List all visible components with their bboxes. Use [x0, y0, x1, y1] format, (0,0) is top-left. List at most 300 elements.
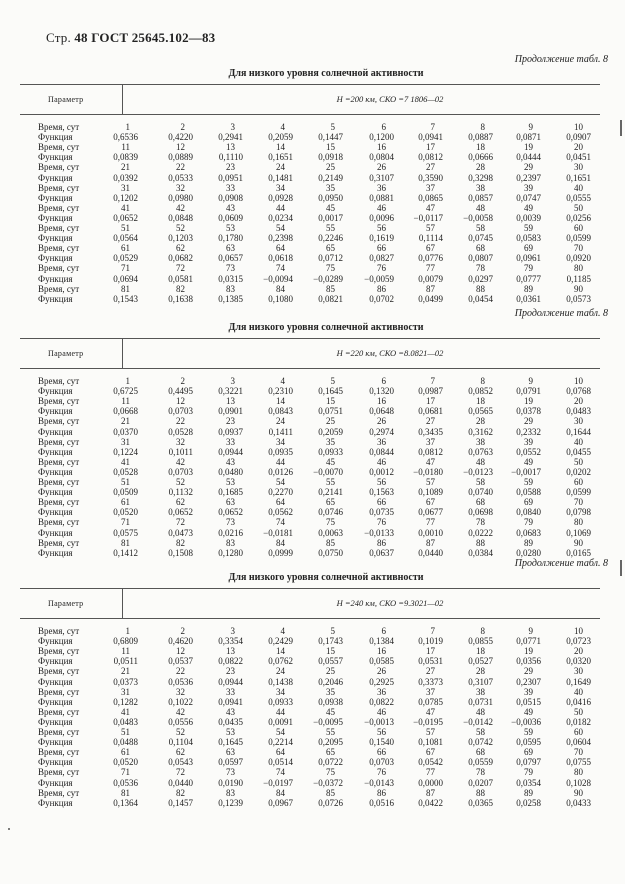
table-cell: 0,0514 — [268, 757, 293, 768]
table-cell: 10 — [574, 376, 583, 386]
table-cell: 71 — [121, 263, 130, 274]
table-cell: 0,2941 — [218, 132, 243, 143]
table-cell: 0,1563 — [369, 487, 394, 498]
table-subtitle: Для низкого уровня солнечной активности — [228, 68, 424, 79]
table-cell: 30 — [574, 416, 583, 427]
table-cell: −0,0095 — [313, 716, 343, 727]
table-cell: 88 — [476, 537, 485, 548]
table-cell: 53 — [226, 727, 235, 737]
table-cell: 0,0950 — [318, 192, 343, 203]
table-cell: 0,1080 — [268, 293, 293, 304]
table-cell: 0,3221 — [218, 386, 243, 397]
table-cell: 60 — [574, 477, 583, 487]
table-cell: 35 — [326, 182, 335, 193]
row-label: Время, сут — [38, 436, 80, 447]
table-cell: 86 — [377, 283, 386, 294]
table-cell: 52 — [176, 223, 185, 233]
table-cell: 0,0652 — [113, 212, 138, 223]
table-cell: 28 — [476, 666, 485, 677]
table-cell: 0,0392 — [113, 172, 138, 183]
table-cell: 0,0812 — [418, 446, 443, 457]
continuation-note: Продолжение табл. 8 — [514, 308, 608, 319]
header-column-divider — [122, 84, 123, 114]
row-label: Функция — [38, 172, 73, 183]
table-cell: 61 — [121, 497, 130, 508]
table-cell: 84 — [276, 537, 285, 548]
row-label: Время, сут — [38, 497, 80, 508]
table-cell: 0,0096 — [369, 212, 394, 223]
table-cell: 78 — [476, 263, 485, 274]
time-row — [38, 627, 598, 636]
table-cell: 0,0599 — [566, 233, 591, 244]
table-cell: 0,1280 — [218, 547, 243, 558]
table-cell: 0,0207 — [468, 777, 493, 788]
table-cell: 0,0933 — [268, 696, 293, 707]
table-cell: 65 — [326, 747, 335, 758]
table-cell: 0,0677 — [418, 507, 443, 518]
function-row — [38, 549, 598, 558]
table-cell: 74 — [276, 517, 285, 528]
table-cell: 0,2149 — [318, 172, 343, 183]
function-row — [38, 428, 598, 437]
table-cell: 3 — [230, 122, 235, 132]
table-cell: 0,4620 — [168, 636, 193, 647]
table-cell: 0,0907 — [566, 132, 591, 143]
table-cell: 33 — [226, 436, 235, 447]
table-cell: 0,0370 — [113, 426, 138, 437]
table-cell: 0,0222 — [468, 527, 493, 538]
row-label: Время, сут — [38, 517, 80, 528]
table-cell: 0,0435 — [218, 716, 243, 727]
table-cell: 0,0652 — [168, 507, 193, 518]
table-cell: 0,2307 — [516, 676, 541, 687]
table-cell: 64 — [276, 497, 285, 508]
table-cell: −0,0181 — [263, 527, 293, 538]
table-cell: 45 — [326, 456, 335, 467]
table-cell: 80 — [574, 263, 583, 274]
table-cell: 50 — [574, 706, 583, 717]
altitude-condition-header: H =220 км, СКО =8.0821—02 — [336, 348, 444, 358]
table-cell: 0,0742 — [468, 737, 493, 748]
table-cell: 6 — [381, 626, 386, 636]
row-label: Время, сут — [38, 686, 80, 697]
table-cell: 3 — [230, 626, 235, 636]
table-cell: 0,0935 — [268, 446, 293, 457]
table-cell: 0,0712 — [318, 253, 343, 264]
table-cell: 53 — [226, 223, 235, 233]
table-cell: 0,0798 — [566, 507, 591, 518]
function-row — [38, 407, 598, 416]
row-label: Время, сут — [38, 202, 80, 213]
row-label: Функция — [38, 797, 73, 808]
table-cell: 0,0771 — [516, 636, 541, 647]
table-cell: 76 — [377, 263, 386, 274]
time-row — [38, 163, 598, 172]
table-cell: −0,0180 — [413, 466, 443, 477]
row-label: Функция — [38, 676, 73, 687]
table-cell: 0,0855 — [468, 636, 493, 647]
table-cell: 84 — [276, 787, 285, 798]
table-cell: 0,0657 — [218, 253, 243, 264]
table-cell: 75 — [326, 517, 335, 528]
table-cell: 0,0455 — [566, 446, 591, 457]
time-row — [38, 143, 598, 152]
table-cell: 5 — [330, 626, 335, 636]
table-cell: 68 — [476, 747, 485, 758]
time-row — [38, 123, 598, 132]
table-cell: 2 — [180, 626, 185, 636]
table-cell: 73 — [226, 517, 235, 528]
table-cell: 36 — [377, 686, 386, 697]
table-cell: 0,0531 — [418, 656, 443, 667]
table-cell: 14 — [276, 142, 285, 153]
table-cell: 0,0280 — [516, 547, 541, 558]
table-cell: 17 — [426, 396, 435, 407]
table-cell: 0,2925 — [369, 676, 394, 687]
table-cell: 40 — [574, 436, 583, 447]
table-cell: 8 — [480, 122, 485, 132]
table-cell: 74 — [276, 263, 285, 274]
table-top-rule — [20, 84, 600, 85]
table-cell: 22 — [176, 162, 185, 173]
table-cell: 3 — [230, 376, 235, 386]
table-top-rule — [20, 588, 600, 589]
table-cell: 2 — [180, 122, 185, 132]
table-cell: 55 — [326, 223, 335, 233]
table-cell: 0,1081 — [418, 737, 443, 748]
table-cell: 0,0565 — [468, 406, 493, 417]
table-cell: 0,1200 — [369, 132, 394, 143]
table-cell: 0,2214 — [268, 737, 293, 748]
table-cell: 85 — [326, 283, 335, 294]
table-cell: 0,0618 — [268, 253, 293, 264]
row-label: Функция — [38, 152, 73, 163]
table-cell: 0,1114 — [418, 233, 443, 244]
table-cell: −0,0143 — [364, 777, 394, 788]
row-label: Время, сут — [38, 223, 80, 233]
table-cell: 33 — [226, 182, 235, 193]
table-cell: 0,0821 — [318, 293, 343, 304]
table-cell: 0,0822 — [218, 656, 243, 667]
table-cell: 89 — [524, 787, 533, 798]
table-cell: 0,0440 — [168, 777, 193, 788]
table-cell: 26 — [377, 162, 386, 173]
table-cell: 71 — [121, 767, 130, 778]
table-cell: 0,0509 — [113, 487, 138, 498]
row-label: Время, сут — [38, 376, 80, 386]
table-cell: 36 — [377, 436, 386, 447]
function-row — [38, 698, 598, 707]
table-cell: 32 — [176, 436, 185, 447]
continuation-note: Продолжение табл. 8 — [514, 54, 608, 65]
table-cell: 23 — [226, 666, 235, 677]
table-cell: 0,0480 — [218, 466, 243, 477]
table-cell: 27 — [426, 416, 435, 427]
table-cell: 0,0529 — [113, 253, 138, 264]
table-cell: 0,0528 — [113, 466, 138, 477]
table-cell: 87 — [426, 537, 435, 548]
table-cell: 59 — [524, 223, 533, 233]
table-cell: 0,0520 — [113, 507, 138, 518]
table-cell: 0,0297 — [468, 273, 493, 284]
table-cell: 7 — [430, 376, 435, 386]
page-edge-mark — [620, 560, 622, 576]
table-cell: 31 — [121, 436, 130, 447]
table-cell: 0,1651 — [268, 152, 293, 163]
table-cell: −0,0142 — [463, 716, 493, 727]
table-cell: 0,0726 — [318, 797, 343, 808]
table-cell: 0,0315 — [218, 273, 243, 284]
table-cell: 0,0871 — [516, 132, 541, 143]
table-cell: 0,0751 — [318, 406, 343, 417]
table-cell: 0,2332 — [516, 426, 541, 437]
function-row — [38, 657, 598, 666]
table-cell: 5 — [330, 122, 335, 132]
table-cell: −0,0058 — [463, 212, 493, 223]
table-cell: 35 — [326, 436, 335, 447]
table-cell: 17 — [426, 142, 435, 153]
table-cell: 0,0694 — [113, 273, 138, 284]
table-cell: 0,0901 — [218, 406, 243, 417]
table-cell: 0,0597 — [218, 757, 243, 768]
table-cell: 19 — [524, 396, 533, 407]
table-cell: 0,0908 — [218, 192, 243, 203]
table-cell: 0,0637 — [369, 547, 394, 558]
table-cell: 0,0723 — [566, 636, 591, 647]
table-cell: 15 — [326, 646, 335, 657]
table-cell: 57 — [426, 477, 435, 487]
table-cell: 0,0488 — [113, 737, 138, 748]
row-label: Функция — [38, 293, 73, 304]
row-label: Функция — [38, 487, 73, 498]
table-cell: 74 — [276, 767, 285, 778]
table-cell: 45 — [326, 202, 335, 213]
table-cell: 0,3162 — [468, 426, 493, 437]
function-row — [38, 488, 598, 497]
parameter-column-header: Параметр — [48, 95, 84, 104]
table-cell: 0,0776 — [418, 253, 443, 264]
table-cell: 54 — [276, 477, 285, 487]
row-label: Время, сут — [38, 706, 80, 717]
table-cell: 15 — [326, 396, 335, 407]
table-cell: 9 — [528, 376, 533, 386]
table-cell: 0,0416 — [566, 696, 591, 707]
table-cell: 27 — [426, 162, 435, 173]
table-cell: 0,4495 — [168, 386, 193, 397]
table-cell: 0,0091 — [268, 716, 293, 727]
row-label: Функция — [38, 426, 73, 437]
table-cell: 0,0555 — [566, 192, 591, 203]
table-cell: 31 — [121, 686, 130, 697]
table-cell: 0,0722 — [318, 757, 343, 768]
table-cell: 25 — [326, 416, 335, 427]
table-cell: 0,1224 — [113, 446, 138, 457]
table-cell: 1 — [125, 626, 130, 636]
table-cell: 0,0516 — [369, 797, 394, 808]
table-cell: 0,0652 — [218, 507, 243, 518]
row-label: Время, сут — [38, 182, 80, 193]
table-cell: 0,0944 — [218, 446, 243, 457]
function-row — [38, 234, 598, 243]
table-cell: 0,0433 — [566, 797, 591, 808]
table-cell: 0,0777 — [516, 273, 541, 284]
table-cell: 51 — [121, 477, 130, 487]
table-cell: 16 — [377, 142, 386, 153]
table-cell: 0,1644 — [566, 426, 591, 437]
table-cell: 75 — [326, 263, 335, 274]
time-row — [38, 417, 598, 426]
time-row — [38, 667, 598, 676]
table-cell: 51 — [121, 223, 130, 233]
table-cell: 72 — [176, 263, 185, 274]
table-cell: 38 — [476, 686, 485, 697]
table-cell: 11 — [121, 142, 130, 153]
table-cell: 0,0562 — [268, 507, 293, 518]
table-cell: 0,1447 — [318, 132, 343, 143]
function-row — [38, 758, 598, 767]
table-cell: 0,0440 — [418, 547, 443, 558]
table-cell: 0,0840 — [516, 507, 541, 518]
function-row — [38, 275, 598, 284]
table-subtitle: Для низкого уровня солнечной активности — [228, 322, 424, 333]
table-cell: 48 — [476, 202, 485, 213]
time-row — [38, 224, 598, 233]
table-cell: 0,0920 — [566, 253, 591, 264]
table-cell: 0,1202 — [113, 192, 138, 203]
function-row — [38, 295, 598, 304]
row-label: Функция — [38, 386, 73, 397]
table-cell: −0,0094 — [263, 273, 293, 284]
row-label: Функция — [38, 757, 73, 768]
table-header-rule — [20, 368, 600, 369]
time-row — [38, 518, 598, 527]
row-label: Время, сут — [38, 537, 80, 548]
table-cell: 5 — [330, 376, 335, 386]
table-cell: 0,3373 — [418, 676, 443, 687]
table-cell: −0,0289 — [313, 273, 343, 284]
table-cell: 72 — [176, 767, 185, 778]
table-cell: 39 — [524, 686, 533, 697]
table-cell: 19 — [524, 646, 533, 657]
table-cell: 0,4220 — [168, 132, 193, 143]
table-cell: 0,0941 — [218, 696, 243, 707]
row-label: Функция — [38, 233, 73, 244]
table-cell: 0,1508 — [168, 547, 193, 558]
table-cell: 0,0583 — [516, 233, 541, 244]
table-cell: 0,1780 — [218, 233, 243, 244]
table-cell: 78 — [476, 517, 485, 528]
table-cell: 62 — [176, 243, 185, 254]
table-cell: 0,0865 — [418, 192, 443, 203]
table-cell: 65 — [326, 497, 335, 508]
table-cell: 21 — [121, 666, 130, 677]
table-cell: 69 — [524, 243, 533, 254]
row-label: Время, сут — [38, 646, 80, 657]
table-cell: 0,0356 — [516, 656, 541, 667]
table-cell: 46 — [377, 706, 386, 717]
row-label: Время, сут — [38, 767, 80, 778]
row-label: Время, сут — [38, 142, 80, 153]
table-cell: 32 — [176, 686, 185, 697]
row-label: Время, сут — [38, 283, 80, 294]
table-cell: 68 — [476, 243, 485, 254]
table-cell: 67 — [426, 243, 435, 254]
table-cell: 0,0937 — [218, 426, 243, 437]
table-cell: 0,0887 — [468, 132, 493, 143]
table-cell: 20 — [574, 396, 583, 407]
table-cell: 0,0745 — [468, 233, 493, 244]
table-cell: 89 — [524, 537, 533, 548]
table-cell: 0,0536 — [113, 777, 138, 788]
table-cell: 68 — [476, 497, 485, 508]
table-cell: 48 — [476, 706, 485, 717]
table-cell: 58 — [476, 727, 485, 737]
table-cell: 0,0543 — [168, 757, 193, 768]
table-cell: 0,0515 — [516, 696, 541, 707]
row-label: Время, сут — [38, 787, 80, 798]
table-cell: 0,0740 — [468, 487, 493, 498]
table-cell: 0,0451 — [566, 152, 591, 163]
table-cell: 0,2398 — [268, 233, 293, 244]
table-cell: 22 — [176, 416, 185, 427]
table-cell: 63 — [226, 243, 235, 254]
table-cell: 0,0933 — [318, 446, 343, 457]
table-cell: 0,0698 — [468, 507, 493, 518]
table-cell: 84 — [276, 283, 285, 294]
table-cell: 0,2095 — [318, 737, 343, 748]
table-cell: 0,0039 — [516, 212, 541, 223]
table-cell: 0,0473 — [168, 527, 193, 538]
table-cell: 38 — [476, 436, 485, 447]
table-cell: 0,0750 — [318, 547, 343, 558]
table-cell: 0,0755 — [566, 757, 591, 768]
table-cell: 0,0588 — [516, 487, 541, 498]
table-cell: 0,0575 — [113, 527, 138, 538]
table-cell: 85 — [326, 787, 335, 798]
table-cell: 87 — [426, 283, 435, 294]
table-cell: 0,0703 — [168, 406, 193, 417]
table-cell: 44 — [276, 456, 285, 467]
table-cell: 45 — [326, 706, 335, 717]
table-cell: 0,1385 — [218, 293, 243, 304]
table-cell: 40 — [574, 686, 583, 697]
function-row — [38, 387, 598, 396]
continuation-note: Продолжение табл. 8 — [514, 558, 608, 569]
table-cell: 0,0702 — [369, 293, 394, 304]
table-cell: 17 — [426, 646, 435, 657]
table-cell: 64 — [276, 747, 285, 758]
function-row — [38, 718, 598, 727]
table-cell: 56 — [377, 223, 386, 233]
table-cell: 42 — [176, 202, 185, 213]
table-header-rule — [20, 114, 600, 115]
table-cell: 0,0604 — [566, 737, 591, 748]
function-row — [38, 214, 598, 223]
time-row — [38, 264, 598, 273]
table-cell: 48 — [476, 456, 485, 467]
table-cell: 57 — [426, 223, 435, 233]
table-cell: 86 — [377, 787, 386, 798]
table-cell: 0,0444 — [516, 152, 541, 163]
table-cell: 0,0881 — [369, 192, 394, 203]
function-row — [38, 508, 598, 517]
table-cell: 28 — [476, 162, 485, 173]
table-cell: −0,0117 — [413, 212, 443, 223]
table-cell: 18 — [476, 142, 485, 153]
table-cell: 7 — [430, 122, 435, 132]
table-cell: 0,1203 — [168, 233, 193, 244]
table-cell: 0,3107 — [369, 172, 394, 183]
